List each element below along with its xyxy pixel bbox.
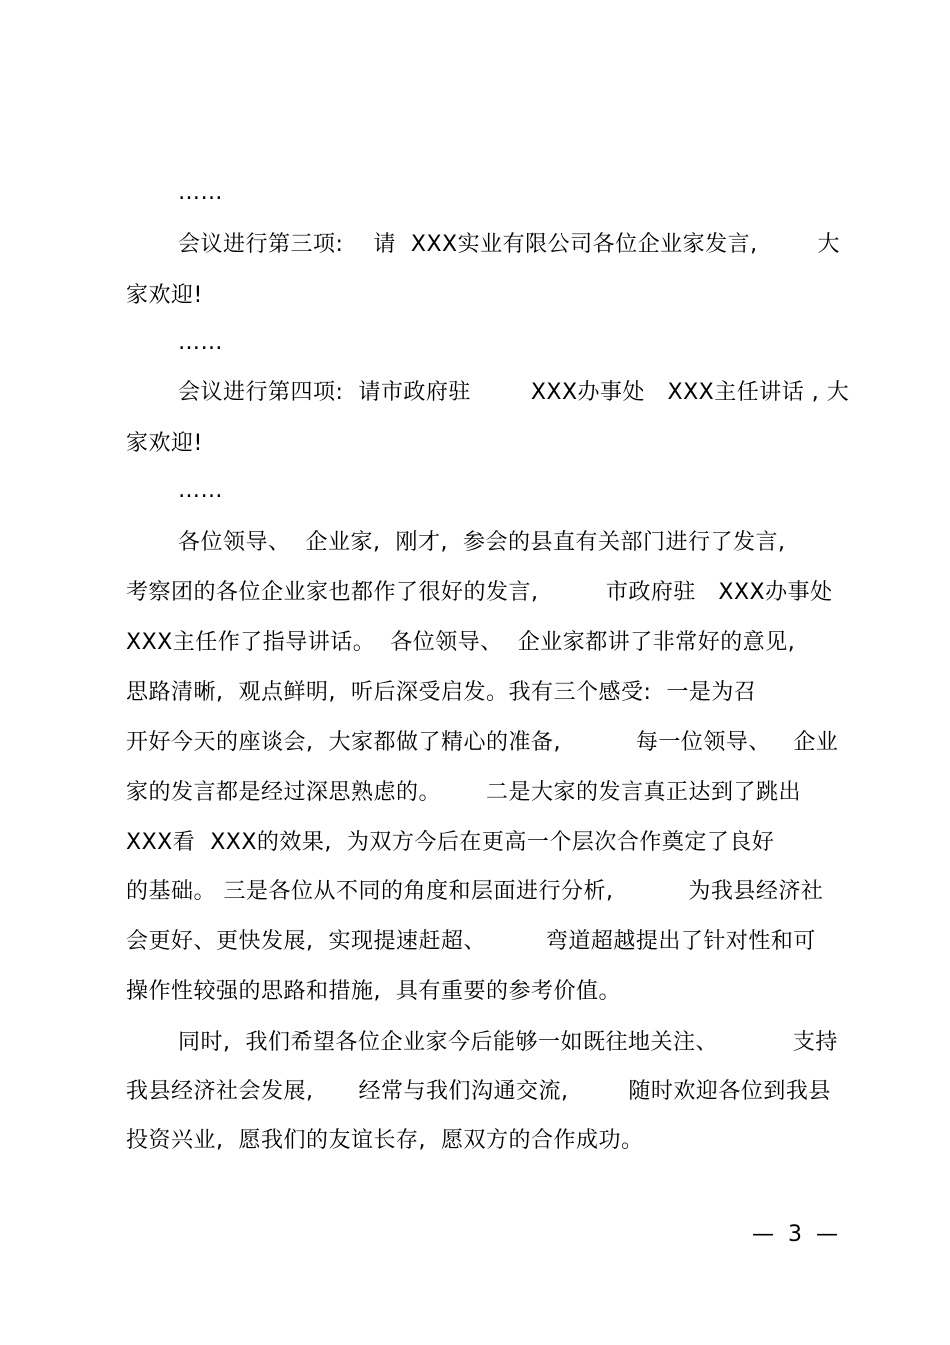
paragraph-line: 同时, 我们希望各位企业家今后能够一如既往地关注、 支持 bbox=[178, 1030, 838, 1055]
paragraph-line: 思路清晰, 观点鲜明, 听后深受启发。我有三个感受: 一是为召 bbox=[126, 680, 757, 705]
paragraph-line: 操作性较强的思路和措施, 具有重要的参考价值。 bbox=[126, 979, 621, 1004]
paragraph-line: 会议进行第三项: 请 XXX实业有限公司各位企业家发言, 大 bbox=[178, 232, 841, 257]
paragraph-line: 投资兴业, 愿我们的友谊长存, 愿双方的合作成功。 bbox=[126, 1128, 644, 1153]
paragraph-line: XXX看 XXX的效果, 为双方今后在更高一个层次合作奠定了良好 bbox=[126, 830, 775, 855]
ellipsis-line: …… bbox=[178, 330, 223, 355]
paragraph-line: 各位领导、 企业家, 刚才, 参会的县直有关部门进行了发言, bbox=[178, 530, 786, 555]
paragraph-line: XXX主任作了指导讲话。 各位领导、 企业家都讲了非常好的意见, bbox=[126, 630, 796, 655]
ellipsis-line: …… bbox=[178, 180, 223, 205]
paragraph-line: 考察团的各位企业家也都作了很好的发言, 市政府驻 XXX办事处 bbox=[126, 580, 833, 605]
paragraph-line: 家欢迎! bbox=[126, 283, 203, 308]
paragraph-line: 我县经济社会发展, 经常与我们沟通交流, 随时欢迎各位到我县 bbox=[126, 1079, 831, 1104]
paragraph-line: 家欢迎! bbox=[126, 431, 203, 456]
ellipsis-line: …… bbox=[178, 478, 223, 503]
paragraph-line: 会更好、更快发展, 实现提速赶超、 弯道超越提出了针对性和可 bbox=[126, 929, 816, 954]
paragraph-line: 的基础。 三是各位从不同的角度和层面进行分析, 为我县经济社 bbox=[126, 879, 824, 904]
paragraph-line: 家的发言都是经过深思熟虑的。 二是大家的发言真正达到了跳出 bbox=[126, 780, 801, 805]
paragraph-line: 开好今天的座谈会, 大家都做了精心的准备, 每一位领导、 企业 bbox=[126, 730, 839, 755]
page-number: — 3 — bbox=[752, 1222, 838, 1247]
paragraph-line: 会议进行第四项: 请市政府驻 XXX办事处 XXX主任讲话 , 大 bbox=[178, 380, 850, 405]
